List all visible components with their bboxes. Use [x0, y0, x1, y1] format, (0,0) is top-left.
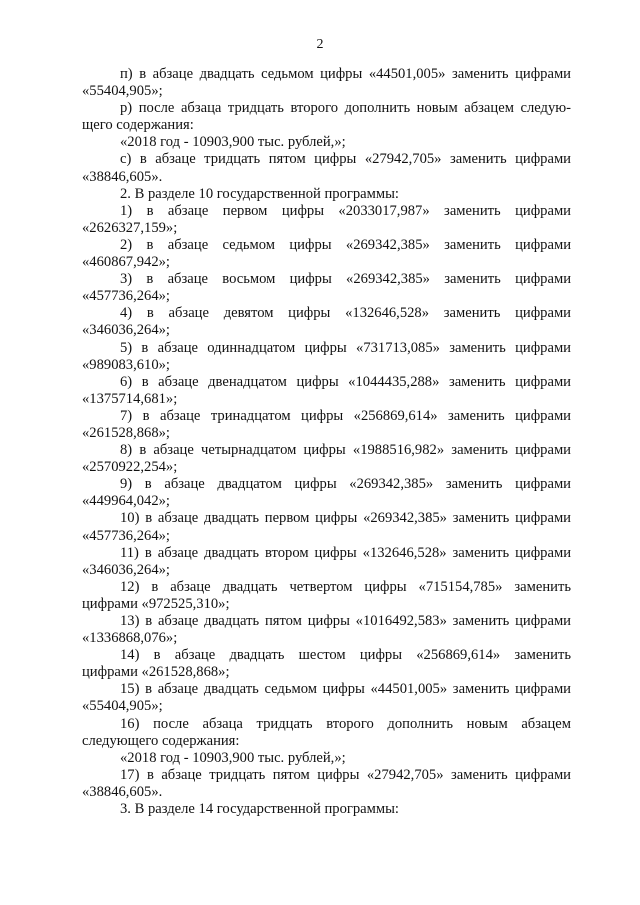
- text-line: 3) в абзаце восьмом цифры «269342,385» заменить цифрами: [120, 271, 571, 288]
- text-line: 16) после абзаца тридцать второго дополнить новым абзацем: [120, 715, 571, 732]
- text-line: «1336868,076»;: [82, 630, 178, 647]
- text-line: 9) в абзаце двадцатом цифры «269342,385» заменить цифрами: [120, 476, 571, 493]
- text-line: «261528,868»;: [82, 424, 170, 441]
- text-line: 1) в абзаце первом цифры «2033017,987» заменить цифрами: [120, 202, 571, 219]
- text-line: щего содержания:: [82, 117, 194, 134]
- text-line: «449964,042»;: [82, 493, 170, 510]
- text-line: «55404,905»;: [82, 83, 163, 100]
- text-line: 4) в абзаце девятом цифры «132646,528» заменить цифрами: [120, 305, 571, 322]
- text-line: «346036,264»;: [82, 322, 170, 339]
- text-line: цифрами «261528,868»;: [82, 664, 230, 681]
- document-body: [82, 66, 571, 818]
- text-line: следующего содержания:: [82, 732, 240, 749]
- text-line: «2626327,159»;: [82, 219, 178, 236]
- text-line: 8) в абзаце четырнадцатом цифры «1988516,982» заменить цифрами: [120, 442, 571, 459]
- text-line: «346036,264»;: [82, 561, 170, 578]
- text-line: 14) в абзаце двадцать шестом цифры «256869,614» заменить: [120, 647, 571, 664]
- text-line: 3. В разделе 14 государственной программы:: [120, 801, 399, 818]
- text-line: «457736,264»;: [82, 288, 170, 305]
- text-line: 17) в абзаце тридцать пятом цифры «27942,705» заменить цифрами: [120, 766, 571, 783]
- text-line: «38846,605».: [82, 783, 163, 800]
- text-line: «1375714,681»;: [82, 390, 178, 407]
- text-line: «460867,942»;: [82, 254, 170, 271]
- text-line: 7) в абзаце тринадцатом цифры «256869,614» заменить цифрами: [120, 407, 571, 424]
- text-line: «38846,605».: [82, 168, 163, 185]
- text-line: 13) в абзаце двадцать пятом цифры «1016492,583» заменить цифрами: [120, 613, 571, 629]
- page-number: 2: [316, 37, 324, 52]
- text-line: «457736,264»;: [82, 527, 170, 544]
- text-line: «2018 год - 10903,900 тыс. рублей,»;: [120, 749, 346, 766]
- text-line: 2. В разделе 10 государственной программы:: [120, 185, 399, 202]
- text-line: «989083,610»;: [82, 356, 170, 373]
- text-line: «2018 год - 10903,900 тыс. рублей,»;: [120, 134, 346, 151]
- text-line: 5) в абзаце одиннадцатом цифры «731713,085» заменить цифрами: [120, 339, 571, 356]
- text-line: п) в абзаце двадцать седьмом цифры «44501,005» заменить цифрами: [120, 66, 571, 82]
- text-line: р) после абзаца тридцать второго дополнить новым абзацем следую-: [120, 100, 571, 117]
- text-line: «55404,905»;: [82, 698, 163, 715]
- text-line: 2) в абзаце седьмом цифры «269342,385» заменить цифрами: [120, 236, 571, 253]
- text-line: 6) в абзаце двенадцатом цифры «1044435,288» заменить цифрами: [120, 373, 571, 390]
- text-line: с) в абзаце тридцать пятом цифры «27942,705» заменить цифрами: [120, 151, 571, 168]
- text-line: цифрами «972525,310»;: [82, 595, 230, 612]
- text-line: 11) в абзаце двадцать втором цифры «132646,528» заменить цифрами: [120, 544, 571, 561]
- text-line: «2570922,254»;: [82, 459, 178, 476]
- text-line: 12) в абзаце двадцать четвертом цифры «715154,785» заменить: [120, 578, 571, 595]
- text-line: 10) в абзаце двадцать первом цифры «269342,385» заменить цифрами: [120, 510, 571, 527]
- text-line: 15) в абзаце двадцать седьмом цифры «44501,005» заменить цифрами: [120, 681, 571, 698]
